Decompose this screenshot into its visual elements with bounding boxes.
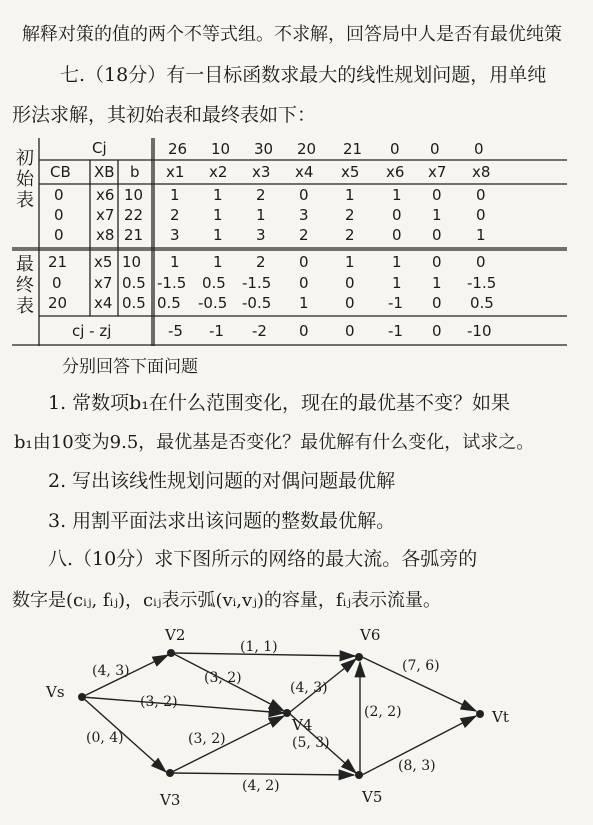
- table-cell: 1: [392, 253, 402, 271]
- table-cell: 1: [213, 226, 223, 244]
- node-v4: [283, 709, 291, 717]
- table-cell: 2: [256, 186, 266, 204]
- table-cell: 0: [392, 206, 402, 224]
- table-cell: 21: [48, 253, 68, 271]
- table-cell: 3: [299, 206, 309, 224]
- edge-label: (0, 4): [86, 730, 124, 746]
- table-cell: 1: [432, 274, 442, 292]
- questions-intro: 分别回答下面问题: [62, 357, 198, 377]
- table-cell: 0: [345, 274, 355, 292]
- header-var: x4: [295, 163, 314, 181]
- edge-label: (3, 2): [140, 694, 178, 710]
- table-cell: x5: [94, 253, 113, 271]
- table-cell: -1.5: [157, 274, 187, 292]
- table-cell: 0.5: [122, 294, 146, 312]
- node-v5: [355, 771, 363, 779]
- cj-value: 21: [343, 140, 363, 158]
- table-cell: -1.5: [467, 274, 497, 292]
- initial-table-side-label: 初始表: [16, 148, 34, 211]
- check-value: -2: [252, 322, 267, 340]
- table-cell: 2: [345, 226, 355, 244]
- header-var: x5: [341, 163, 360, 181]
- table-cell: 1: [476, 226, 486, 244]
- cj-value: 20: [297, 140, 317, 158]
- table-cell: 0.5: [122, 274, 146, 292]
- question-1-line2: b₁由10变为9.5，最优基是否变化？最优解有什么变化，试求之。: [14, 432, 535, 453]
- edge-label: (2, 2): [364, 704, 402, 720]
- problem-seven-line2: 形法求解，其初始表和最终表如下：: [12, 104, 317, 126]
- table-cell: 2: [299, 226, 309, 244]
- table-cell: 1: [392, 186, 402, 204]
- table-cell: 0: [54, 226, 64, 244]
- table-cell: 0: [476, 186, 486, 204]
- table-cell: 21: [124, 226, 144, 244]
- table-cell: 1: [345, 186, 355, 204]
- node-label: V5: [362, 788, 383, 806]
- cj-value: 26: [168, 140, 188, 158]
- table-cell: 3: [256, 226, 266, 244]
- table-cell: 1: [432, 206, 442, 224]
- edge-label: (5, 3): [292, 735, 330, 751]
- table-cell: 1: [170, 186, 180, 204]
- problem-seven-heading: 七.（18分）有一目标函数求最大的线性规划问题，用单纯: [60, 64, 547, 86]
- node-label: Vt: [492, 708, 509, 726]
- table-cell: 0: [476, 253, 486, 271]
- cj-value: 0: [390, 140, 400, 158]
- node-v2: [167, 649, 175, 657]
- table-cell: 1: [345, 253, 355, 271]
- table-cell: 1: [213, 186, 223, 204]
- table-cell: x8: [96, 226, 115, 244]
- table-cell: 1: [213, 253, 223, 271]
- edge-vs-v4: [82, 697, 284, 713]
- problem-eight-heading: 八.（10分）求下图所示的网络的最大流。各弧旁的: [48, 548, 478, 570]
- table-cell: x4: [94, 294, 113, 312]
- cj-value: 30: [254, 140, 274, 158]
- check-value: 0: [345, 322, 355, 340]
- table-cell: 1: [170, 253, 180, 271]
- edge-label: (3, 2): [204, 670, 242, 686]
- table-cell: x7: [96, 206, 115, 224]
- edge-label: (1, 1): [240, 639, 278, 655]
- table-cell: 10: [124, 186, 144, 204]
- header-var: x8: [472, 163, 491, 181]
- question-3: 3. 用割平面法求出该问题的整数最优解。: [48, 510, 396, 532]
- table-cell: x6: [96, 186, 115, 204]
- table-cell: 22: [124, 206, 144, 224]
- table-cell: 0: [54, 206, 64, 224]
- check-value: 0: [299, 322, 309, 340]
- table-cell: 2: [256, 253, 266, 271]
- problem-eight-line2: 数字是(cᵢⱼ, fᵢⱼ)，cᵢⱼ表示弧(vᵢ,vⱼ)的容量，fᵢⱼ表示流量。: [12, 590, 441, 611]
- check-value: -1: [388, 322, 403, 340]
- header-var: x3: [252, 163, 271, 181]
- header-b: b: [130, 163, 140, 181]
- table-cell: 10: [122, 253, 142, 271]
- check-value: -10: [467, 322, 492, 340]
- table-cell: 0: [299, 253, 309, 271]
- header-var: x2: [209, 163, 228, 181]
- edge-label: (3, 2): [188, 731, 226, 747]
- edge-label: (4, 2): [242, 778, 280, 794]
- table-cell: 0: [345, 294, 355, 312]
- header-var: x1: [166, 163, 185, 181]
- table-cell: 0: [52, 274, 62, 292]
- cj-value: 0: [474, 140, 484, 158]
- cj-value: 10: [211, 140, 231, 158]
- edge-label: (8, 3): [398, 758, 436, 774]
- header-cb: CB: [50, 163, 71, 181]
- check-value: -5: [168, 322, 183, 340]
- table-cell: 0.5: [157, 294, 181, 312]
- node-label: V4: [292, 716, 313, 734]
- table-cell: 1: [299, 294, 309, 312]
- table-cell: 2: [170, 206, 180, 224]
- check-value: -1: [209, 322, 224, 340]
- table-cell: x7: [94, 274, 113, 292]
- node-v6: [355, 653, 363, 661]
- table-cell: 2: [345, 206, 355, 224]
- cj-value: 0: [430, 140, 440, 158]
- node-label: V2: [165, 626, 186, 644]
- table-cell: 0: [432, 253, 442, 271]
- header-var: x7: [428, 163, 447, 181]
- table-cell: -1: [388, 294, 403, 312]
- table-cell: 0: [432, 186, 442, 204]
- table-cell: 0: [432, 226, 442, 244]
- table-cell: 0: [476, 206, 486, 224]
- node-vs: [78, 693, 86, 701]
- final-table-side-label: 最终表: [16, 254, 34, 317]
- table-cell: 0: [299, 274, 309, 292]
- edge-label: (4, 3): [92, 663, 130, 679]
- table-cell: 0: [392, 226, 402, 244]
- table-cell: 0: [54, 186, 64, 204]
- question-1-line1: 1. 常数项b₁在什么范围变化，现在的最优基不变？如果: [48, 392, 510, 414]
- node-vt: [476, 710, 484, 718]
- table-cell: 1: [213, 206, 223, 224]
- table-cell: 0.5: [202, 274, 226, 292]
- table-cell: 20: [48, 294, 68, 312]
- table-cell: 1: [256, 206, 266, 224]
- node-v3: [166, 769, 174, 777]
- table-cell: 1: [392, 274, 402, 292]
- node-label: Vs: [46, 683, 65, 701]
- table-cell: 0: [432, 294, 442, 312]
- edge-v3-v5: [172, 773, 354, 775]
- table-cell: -1.5: [242, 274, 272, 292]
- problem-six-tail-line: 解释对策的值的两个不等式组。不求解，回答局中人是否有最优纯策: [22, 24, 562, 45]
- node-label: V3: [160, 791, 181, 809]
- table-cell: -0.5: [242, 294, 272, 312]
- header-xb: XB: [94, 163, 115, 181]
- table-cell: -0.5: [198, 294, 228, 312]
- check-value: 0: [432, 322, 442, 340]
- table-cell: 0: [299, 186, 309, 204]
- node-label: V6: [360, 626, 381, 644]
- edge-label: (4, 3): [290, 680, 328, 696]
- header-var: x6: [386, 163, 405, 181]
- check-label: cj - zj: [72, 322, 112, 340]
- table-cell: 3: [170, 226, 180, 244]
- cj-label: Cj: [92, 139, 107, 157]
- question-2: 2. 写出该线性规划问题的对偶问题最优解: [48, 470, 396, 492]
- edge-label: (7, 6): [402, 658, 440, 674]
- table-cell: 0.5: [470, 294, 494, 312]
